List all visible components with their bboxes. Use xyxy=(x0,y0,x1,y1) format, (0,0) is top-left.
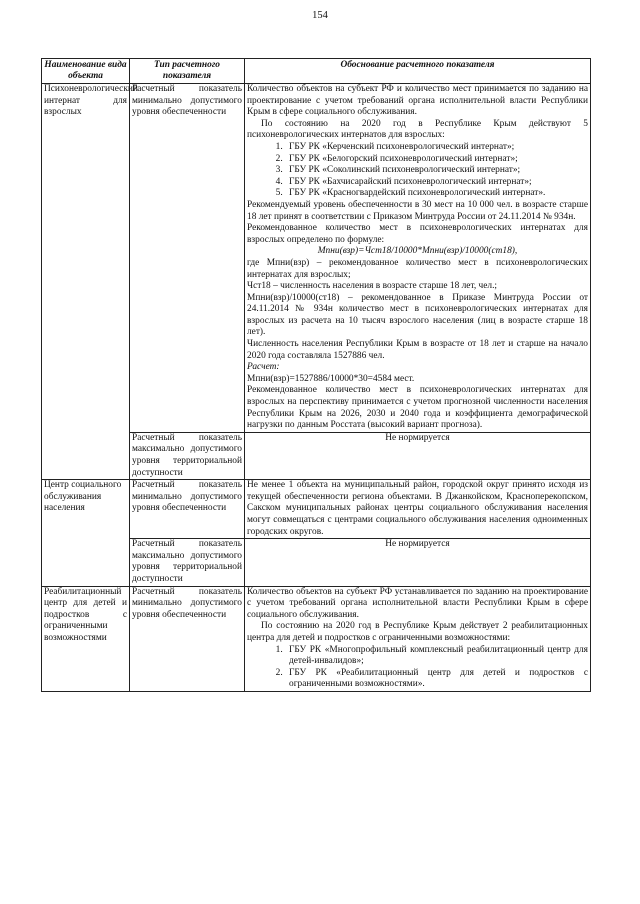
list-item: 3. ГБУ РК «Соколинский психоневрологический интернат»; xyxy=(285,165,588,177)
paragraph: Количество объектов на субъект РФ и количество мест принимается по заданию на проектирование с учетом требований органа исполнительной власти Республики Крым в сфере социального обслуживания. xyxy=(247,84,588,118)
paragraph: Численность населения Республики Крым в возрасте от 18 лет и старше на начало 2020 года составляла 1527886 чел. xyxy=(247,339,588,361)
page-number: 154 xyxy=(312,10,328,21)
list-item: 4. ГБУ РК «Бахчисарайский психоневрологический интернат»; xyxy=(285,177,588,189)
object-name: Центр социального обслуживания населения xyxy=(42,480,130,586)
indicator-type: Расчетный показатель минимально допустимого уровня обеспеченности xyxy=(130,586,245,691)
table-row xyxy=(42,84,591,433)
paragraph: Чст18 – численность населения в возрасте старше 18 лет, чел.; xyxy=(247,281,498,292)
basis-cell: Не нормируется xyxy=(245,539,591,586)
paragraph: Мпни(взр)/10000(ст18) – рекомендованное в Приказе Минтруда России от 24.11.2014 № 934н количество мест в психоневрологических интернатах для взрослых из расчета на 10 тысяч взрослого населения (лиц в возрасте старше 18 лет). xyxy=(247,292,588,338)
indicator-type: Расчетный показатель максимально допустимого уровня территориальной доступности xyxy=(130,432,245,479)
formula: Мпни(взр)=Чст18/10000*Мпни(взр)/10000(ст18), xyxy=(317,246,518,257)
basis-cell xyxy=(245,84,591,433)
indicator-type: Расчетный показатель минимально допустимого уровня обеспеченности xyxy=(130,84,245,433)
basis-cell: Не нормируется xyxy=(245,432,591,479)
institution-list xyxy=(247,645,588,691)
paragraph: Рекомендуемый уровень обеспеченности в 30 мест на 10 000 чел. в возрасте старше 18 лет принят в соответствии с Приказом Минтруда России от 24.11.2014 № 934н. xyxy=(247,199,588,222)
paragraph: Рекомендованное количество мест в психоневрологических интернатах для взрослых определено по формуле: xyxy=(247,223,588,245)
list-item: 2. ГБУ РК «Реабилитационный центр для детей и подростков с ограниченными возможностями». xyxy=(285,668,588,691)
paragraph: Рекомендованное количество мест в психоневрологических интернатах для взрослых на перспективу принимается с учетом прогнозной численности населения Республики Крым на 2026, 2030 и 2040 года и коэффициента демографической нагрузки по данным Росстата (высокий вариант прогноза). xyxy=(247,385,588,431)
standards-table xyxy=(41,58,591,692)
calculation: Мпни(взр)=1527886/10000*30=4584 мест. xyxy=(247,373,415,384)
object-name: Реабилитационный центр для детей и подростков с ограниченными возможностями xyxy=(42,586,130,691)
table-row xyxy=(42,586,591,691)
table-row xyxy=(42,480,591,539)
institution-list xyxy=(247,142,588,200)
object-name: Психоневрологический интернат для взрослых xyxy=(42,84,130,480)
paragraph: По состоянию на 2020 год в Республике Крым действует 2 реабилитационных центра для детей и подростков с ограниченными возможностями: xyxy=(247,621,588,643)
list-item: 1. ГБУ РК «Керченский психоневрологический интернат»; xyxy=(285,142,588,154)
calc-label: Расчет: xyxy=(247,362,280,373)
indicator-type: Расчетный показатель минимально допустимого уровня обеспеченности xyxy=(130,480,245,539)
indicator-type: Расчетный показатель максимально допустимого уровня территориальной доступности xyxy=(130,539,245,586)
list-item: 1. ГБУ РК «Многопрофильный комплексный реабилитационный центр для детей-инвалидов»; xyxy=(285,645,588,668)
paragraph: где Мпни(взр) – рекомендованное количество мест в психоневрологических интернатах для взрослых; xyxy=(247,257,588,280)
basis-cell: Не менее 1 объекта на муниципальный район, городской округ принято исходя из текущей обеспеченности региона объектами. В Джанкойском, Краснoперекопском, Сакском муниципальных районах центры социального обслуживания населения могут совмещаться с центрами социального обслуживания населения одноименных городских округов. xyxy=(245,480,591,539)
list-item: 5. ГБУ РК «Красногвардейский психоневрологический интернат». xyxy=(285,188,588,200)
paragraph: Количество объектов на субъект РФ устанавливается по заданию на проектирование с учетом требований органа исполнительной власти Республики Крым в сфере социального обслуживания. xyxy=(247,586,588,620)
paragraph: По состоянию на 2020 год в Республике Крым действуют 5 психоневрологических интернатов для взрослых: xyxy=(247,118,588,141)
table-header-row xyxy=(42,59,591,84)
header-basis: Обоснование расчетного показателя xyxy=(245,59,591,84)
basis-cell xyxy=(245,586,591,691)
list-item: 2. ГБУ РК «Белогорский психоневрологический интернат»; xyxy=(285,154,588,166)
header-indicator-type: Тип расчетного показателя xyxy=(130,59,245,84)
header-object-type: Наименование вида объекта xyxy=(42,59,130,84)
